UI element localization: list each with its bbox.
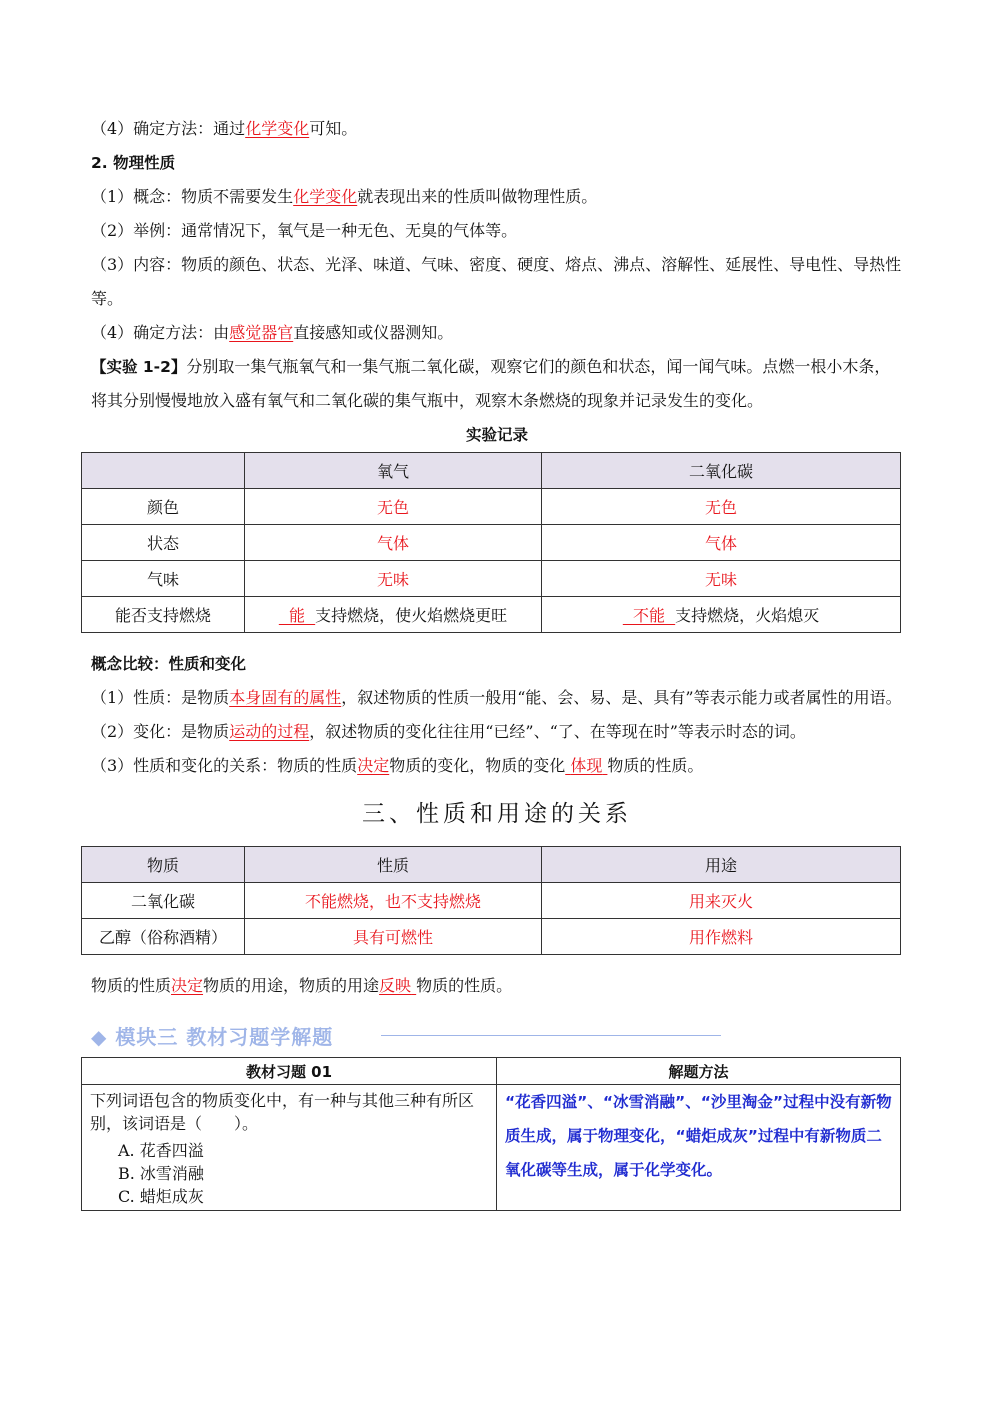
option: C. 蜡炬成灰 bbox=[118, 1187, 204, 1206]
module-title: ◆ 模块三 教材习题学解题 bbox=[91, 1025, 334, 1049]
table-header-row: 物质 性质 用途 bbox=[82, 847, 901, 883]
option: B. 冰雪消融 bbox=[118, 1164, 204, 1183]
paragraph: （1）概念：物质不需要发生化学变化就表现出来的性质叫做物理性质。 bbox=[91, 187, 598, 206]
method-header: 解题方法 bbox=[497, 1058, 901, 1085]
exercise-table bbox=[81, 1057, 901, 1211]
paragraph: （1）性质：是物质本身固有的属性，叙述物质的性质一般用“能、会、易、是、具有”等表示能力或者属性的用语。 bbox=[91, 688, 902, 707]
table-row: 状态 气体 气体 bbox=[82, 525, 901, 561]
experiment-paragraph: 【实验 1-2】分别取一集气瓶氧气和一集气瓶二氧化碳，观察它们的颜色和状态，闻一闻气味。点燃一根小木条，将其分别慢慢地放入盛有氧气和二氧化碳的集气瓶中，观察木条燃烧的现象并记录发生的变化。 bbox=[91, 357, 891, 410]
table-row: 气味 无味 无味 bbox=[82, 561, 901, 597]
exercise-header: 教材习题 01 bbox=[82, 1058, 497, 1085]
table-header-row: 氧气 二氧化碳 bbox=[82, 453, 901, 489]
paragraph: （4）确定方法：由感觉器官直接感知或仪器测知。 bbox=[91, 323, 454, 342]
table-row: 乙醇（俗称酒精） 具有可燃性 用作燃料 bbox=[82, 919, 901, 955]
table-row: 二氧化碳 不能燃烧，也不支持燃烧 用来灭火 bbox=[82, 883, 901, 919]
paragraph: （2）变化：是物质运动的过程，叙述物质的变化往往用“已经”、“了、在等现在时”等表示时态的词。 bbox=[91, 722, 806, 741]
subheading: 2. 物理性质 bbox=[91, 154, 176, 172]
solution-text: “花香四溢”、“冰雪消融”、“沙里淘金”过程中没有新物质生成，属于物理变化，“蜡炬成灰”过程中有新物质二氧化碳等生成，属于化学变化。 bbox=[497, 1085, 901, 1211]
table-row: 能否支持燃烧 能 支持燃烧，使火焰燃烧更旺 不能 支持燃烧，火焰熄灭 bbox=[82, 597, 901, 633]
paragraph: （3）内容：物质的颜色、状态、光泽、味道、气味、密度、硬度、熔点、沸点、溶解性、延展性、导电性、导热性等。 bbox=[91, 255, 902, 308]
section-heading: 三、性质和用途的关系 bbox=[362, 801, 632, 827]
table-title: 实验记录 bbox=[465, 426, 528, 444]
module-banner bbox=[91, 1021, 903, 1057]
table-row: 颜色 无色 无色 bbox=[82, 489, 901, 525]
answer-fill: 感觉器官 bbox=[229, 323, 294, 342]
exercise-question: 下列词语包含的物质变化中，有一种与其他三种有所区别，该词语是（ ）。 A. 花香四溢 B. 冰雪消融 C. 蜡炬成灰 bbox=[82, 1085, 497, 1211]
paragraph: 物质的性质决定物质的用途，物质的用途反映 物质的性质。 bbox=[91, 976, 513, 995]
divider bbox=[381, 1035, 721, 1036]
property-use-table bbox=[81, 846, 901, 955]
option: A. 花香四溢 bbox=[118, 1141, 204, 1160]
paragraph: （3）性质和变化的关系：物质的性质决定物质的变化，物质的变化 体现 物质的性质。 bbox=[91, 756, 704, 775]
answer-fill: 化学变化 bbox=[293, 187, 358, 206]
paragraph: （4）确定方法：通过化学变化可知。 bbox=[91, 119, 358, 138]
experiment-table bbox=[81, 452, 901, 633]
paragraph: （2）举例：通常情况下，氧气是一种无色、无臭的气体等。 bbox=[91, 221, 518, 240]
subheading: 概念比较：性质和变化 bbox=[91, 655, 247, 673]
answer-fill: 化学变化 bbox=[245, 119, 310, 138]
document-page bbox=[91, 112, 903, 1211]
